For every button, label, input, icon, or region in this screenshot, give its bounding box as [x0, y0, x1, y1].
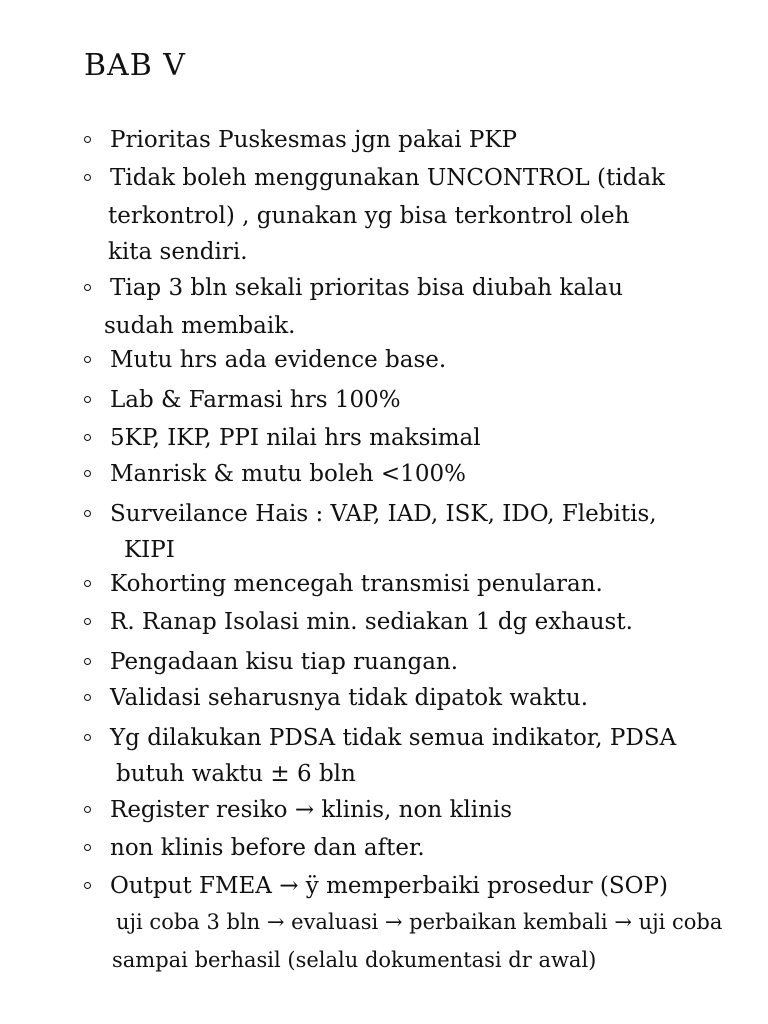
bullet-icon	[84, 882, 91, 889]
list-item-continuation: uji coba 3 bln → evaluasi → perbaikan kembali → uji coba	[116, 910, 723, 934]
bullet-icon	[84, 396, 91, 403]
list-item-continuation: kita sendiri.	[108, 239, 248, 265]
bullet-icon	[84, 734, 91, 741]
bullet-icon	[84, 510, 91, 517]
handwritten-note-page: BAB V Prioritas Puskesmas jgn pakai PKP Tidak boleh menggunakan UNCONTROL (tidak terkontrol) , gunakan yg bisa terkontrol oleh kita sendiri. Tiap 3 bln sekali prioritas bisa diubah kalau sudah membaik. Mutu hrs ada evidence base. Lab & Farmasi hrs 100% 5KP, IKP, PPI nilai hrs maksimal Manrisk & mutu boleh <100% Surveilance Hais : VAP, IAD, ISK, IDO, Flebitis, KIPI Kohorting mencegah transmisi penularan. R. Ranap Isolasi min. sediakan 1 dg exhaust. Pengadaan kisu tiap ruangan. Validasi seharusnya tidak dipatok waktu. Yg dilakukan PDSA tidak semua indikator, PDSA butuh waktu ± 6 bln Register resiko → klinis, non klinis non klinis before dan after. Output FMEA → ÿ memperbaiki prosedur (SOP) uji coba 3 bln → evaluasi → perbaikan kembali → uji coba sampai berhasil (selalu dokumentasi dr awal)	[0, 0, 768, 1024]
bullet-icon	[84, 434, 91, 441]
bullet-icon	[84, 284, 91, 291]
bullet-icon	[84, 470, 91, 477]
list-item-continuation: sudah membaik.	[104, 313, 296, 339]
bullet-icon	[84, 618, 91, 625]
bullet-icon	[84, 694, 91, 701]
bullet-icon	[84, 658, 91, 665]
bullet-icon	[84, 580, 91, 587]
bullet-icon	[84, 174, 91, 181]
bullet-icon	[84, 806, 91, 813]
list-item-continuation: terkontrol) , gunakan yg bisa terkontrol oleh	[108, 203, 630, 229]
list-item-continuation: butuh waktu ± 6 bln	[116, 761, 356, 787]
page-title: BAB V	[84, 48, 186, 83]
bullet-icon	[84, 136, 91, 143]
bullet-icon	[84, 844, 91, 851]
bullet-icon	[84, 356, 91, 363]
list-item-continuation: KIPI	[124, 537, 175, 563]
list-item-continuation: sampai berhasil (selalu dokumentasi dr awal)	[112, 948, 597, 972]
